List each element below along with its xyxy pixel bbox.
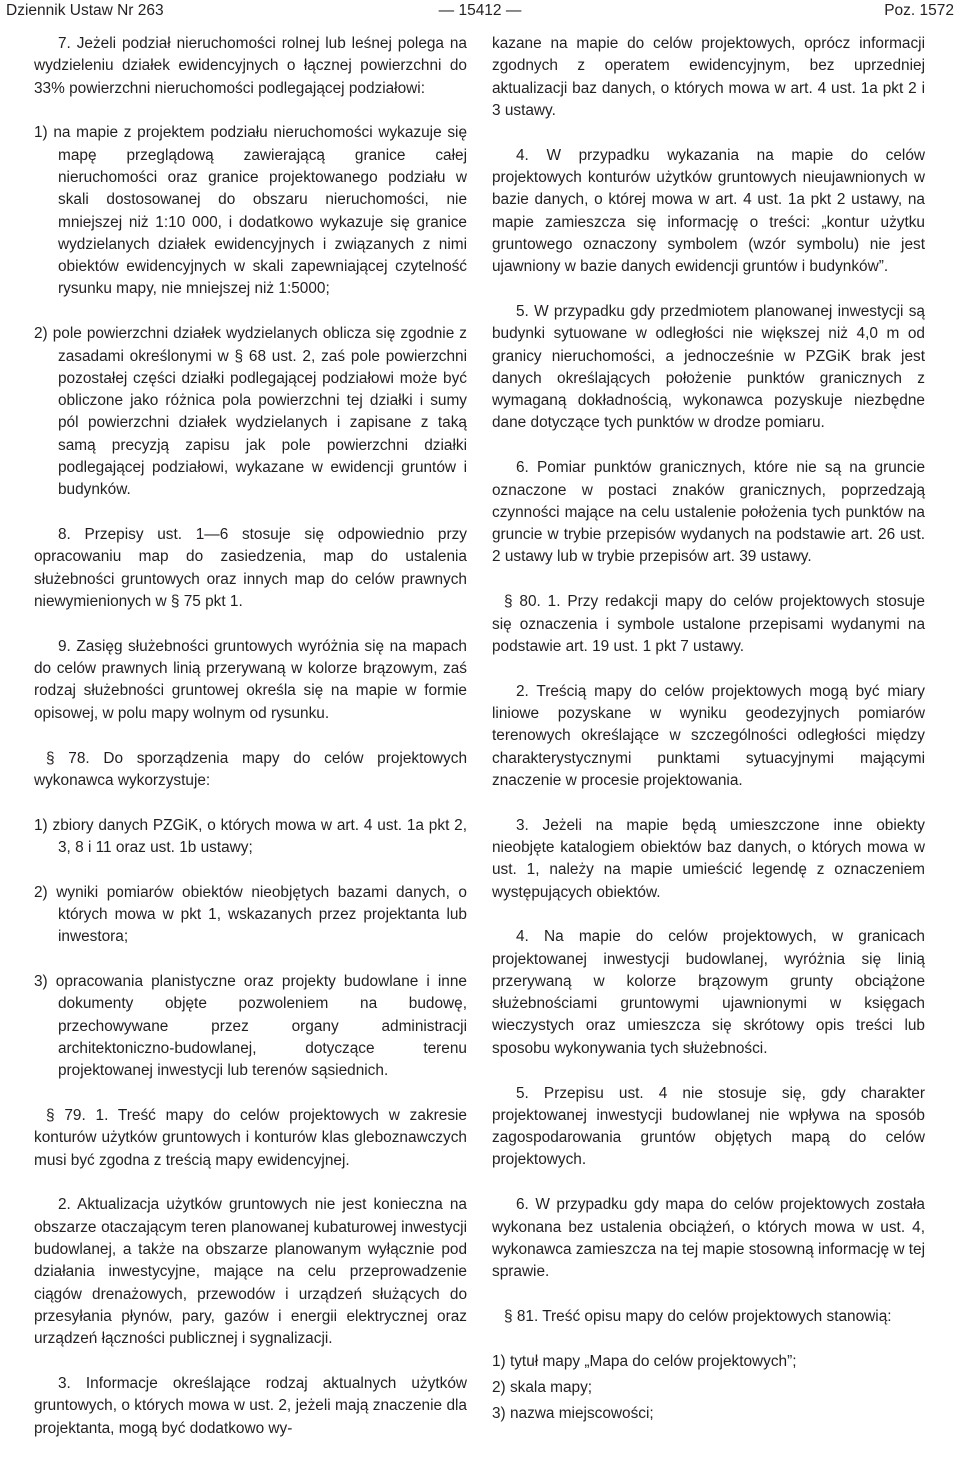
section-paragraph: § 81. Treść opisu mapy do celów projektowych stanowią: xyxy=(504,1307,892,1325)
paragraph: 8. Przepisy ust. 1—6 stosuje się odpowiednio przy opracowaniu map do zasiedzenia, map do ustalenia służebności gruntowych oraz innych map do celów prawnych niewymienionych w § 75 pkt 1. xyxy=(34,526,467,611)
paragraph: 2. Aktualizacja użytków gruntowych nie jest konieczna na obszarze otaczającym teren planowanej kubaturowej inwestycji budowlanej, a także na obszarze planowanym wyłącznie pod działania inwestycyjne, mające na celu przeprowadzenie ciągów drenażowych, przewodów i urządzeń służących do przesyłania płynów, pary, gazów i energii elektrycznej oraz urządzeń łączności publicznej i sygnalizacji. xyxy=(34,1196,467,1348)
list-item: 1) tytuł mapy „Mapa do celów projektowych”; xyxy=(492,1352,797,1370)
paragraph: 5. W przypadku gdy przedmiotem planowanej inwestycji są budynki sytuowane w odległości nie większej niż 4,0 m od granicy nieruchomości, a jednocześnie w PZGiK brak jest danych określających położenie punktów granicznych z wymaganą dokładnością, wykonawca pozyskuje niezbędne dane dotyczące tych punktów w drodze pomiaru. xyxy=(492,302,925,432)
list-item: 1) zbiory danych PZGiK, o których mowa w art. 4 ust. 1a pkt 2, 3, 8 i 11 oraz ust. 1b ustawy; xyxy=(34,816,467,856)
paragraph: 4. Na mapie do celów projektowych, w granicach projektowanej inwestycji budowlanej, wyróżnia się linią przerywaną w kolorze brązowym grunty obciążone służebnościami gruntowymi ujawnionymi w księgach wieczystych oraz umieszcza się skrótowy opis treści lub sposobu wykonywania tych służebności. xyxy=(492,928,925,1057)
left-column xyxy=(34,33,467,1462)
journal-name: Dziennik Ustaw Nr 263 xyxy=(6,2,164,19)
position-number: Poz. 1572 xyxy=(884,2,954,19)
paragraph: 4. W przypadku wykazania na mapie do celów projektowych konturów użytków gruntowych nieujawnionych w bazie danych, o której mowa w art. 4 ust. 1a pkt 2 ustawy, na mapie zamieszcza się informację o treści: „kontur użytku gruntowego oznaczony symbolem (wzór symbolu) nie jest ujawniony w bazie danych ewidencji gruntów i budynków”. xyxy=(492,146,925,276)
paragraph: 3. Jeżeli na mapie będą umieszczone inne obiekty nieobjęte katalogiem obiektów baz danych, o których mowa w ust. 1, należy na mapie umieścić legendę z oznaczeniem występujących obiektów. xyxy=(492,816,925,901)
list-item: 1) na mapie z projektem podziału nieruchomości wykazuje się mapę przeglądową zawierającą granice całej nieruchomości oraz granice projektowanego podziału w skali dostosowanej do obszaru nieruchomości, nie mniejszej niż 1:10 000, i dodatkowo wykazuje się granice wydzielanych działek ewidencyjnych i związanych z nimi obiektów ewidencyjnych w skali zapewniającej czytelność rysunku mapy, nie mniejszej niż 1:5000; xyxy=(34,124,467,298)
list-item: 3) nazwa miejscowości; xyxy=(492,1405,654,1423)
paragraph: kazane na mapie do celów projektowych, oprócz informacji zgodnych z operatem ewidencyjnym, bez uprzedniej aktualizacji baz danych, o których mowa w art. 4 ust. 1a pkt 2 i 3 ustawy. xyxy=(492,35,925,119)
list-item: 2) pole powierzchni działek wydzielanych oblicza się zgodnie z zasadami określonymi w § 68 ust. 2, zaś pole powierzchni pozostałej części działki podlegającej podziałowi może być obliczone jako różnica pola powierzchni tej działki i sumy pól powierzchni działek wydzielanych i zapisane z taką samą precyzją zapisu jak pole powierzchni działki podlegającej podziałowi, wykazane w ewidencji gruntów i budynków. xyxy=(34,325,467,499)
paragraph: 9. Zasięg służebności gruntowych wyróżnia się na mapach do celów prawnych linią przerywaną w kolorze brązowym, zaś rodzaj służebności gruntowej określa się na mapie w formie opisowej, w polu mapy wolnym od rysunku. xyxy=(34,637,467,722)
section-paragraph: § 79. 1. Treść mapy do celów projektowych w zakresie konturów użytków gruntowych i konturów klas gleboznawczych musi być zgodna z treścią mapy ewidencyjnej. xyxy=(34,1107,467,1169)
paragraph: 7. Jeżeli podział nieruchomości rolnej lub leśnej polega na wydzieleniu działek ewidencyjnych o łącznej powierzchni do 33% powierzchni nieruchomości podlegającej podziałowi: xyxy=(34,35,467,97)
list-item: 2) wyniki pomiarów obiektów nieobjętych bazami danych, o których mowa w pkt 1, wskazanych przez projektanta lub inwestora; xyxy=(34,883,467,946)
paragraph: 2. Treścią mapy do celów projektowych mogą być miary liniowe pozyskane w wyniku geodezyjnych pomiarów terenowych określające w szczególności odległości między charakterystycznymi punktami sytuacyjnymi mającymi znaczenie w procesie projektowania. xyxy=(492,682,925,789)
list-item: 2) skala mapy; xyxy=(492,1379,593,1397)
paragraph: 6. Pomiar punktów granicznych, które nie są na gruncie oznaczone w postaci znaków granicznych, poprzedzają czynności mające na celu ustalenie położenia tych punktów na gruncie w trybie przepisów wydanych na podstawie art. 26 ust. 2 ustawy lub w trybie przepisów art. 39 ustawy. xyxy=(492,459,925,566)
paragraph: 5. Przepisu ust. 4 nie stosuje się, gdy charakter projektowanej inwestycji budowlanej nie wpływa na sposób zagospodarowania gruntów objętych mapą do celów projektowych. xyxy=(492,1084,925,1169)
right-column xyxy=(492,33,925,1430)
section-paragraph: § 78. Do sporządzenia mapy do celów projektowych wykonawca wykorzystuje: xyxy=(34,749,467,789)
page-number: — 15412 — xyxy=(438,2,522,19)
paragraph: 6. W przypadku gdy mapa do celów projektowych została wykonana bez ustalenia obciążeń, o których mowa w ust. 4, wykonawca zamieszcza na tej mapie stosowną informację w tej sprawie. xyxy=(492,1196,925,1281)
page-header xyxy=(6,0,954,22)
section-paragraph: § 80. 1. Przy redakcji mapy do celów projektowych stosuje się oznaczenia i symbole ustalone przepisami wydanymi na podstawie art. 19 ust. 1 pkt 7 ustawy. xyxy=(492,593,925,655)
paragraph: 3. Informacje określające rodzaj aktualnych użytków gruntowych, o których mowa w ust. 2, jeżeli mają znaczenie dla projektanta, mogą być dodatkowo wy- xyxy=(34,1375,467,1437)
list-item: 3) opracowania planistyczne oraz projekty budowlane i inne dokumenty objęte pozwoleniem na budowę, przechowywane przez organy administracji architektoniczno-budowlanej, dotyczące terenu projektowanej inwestycji lub terenów sąsiednich. xyxy=(34,973,467,1080)
